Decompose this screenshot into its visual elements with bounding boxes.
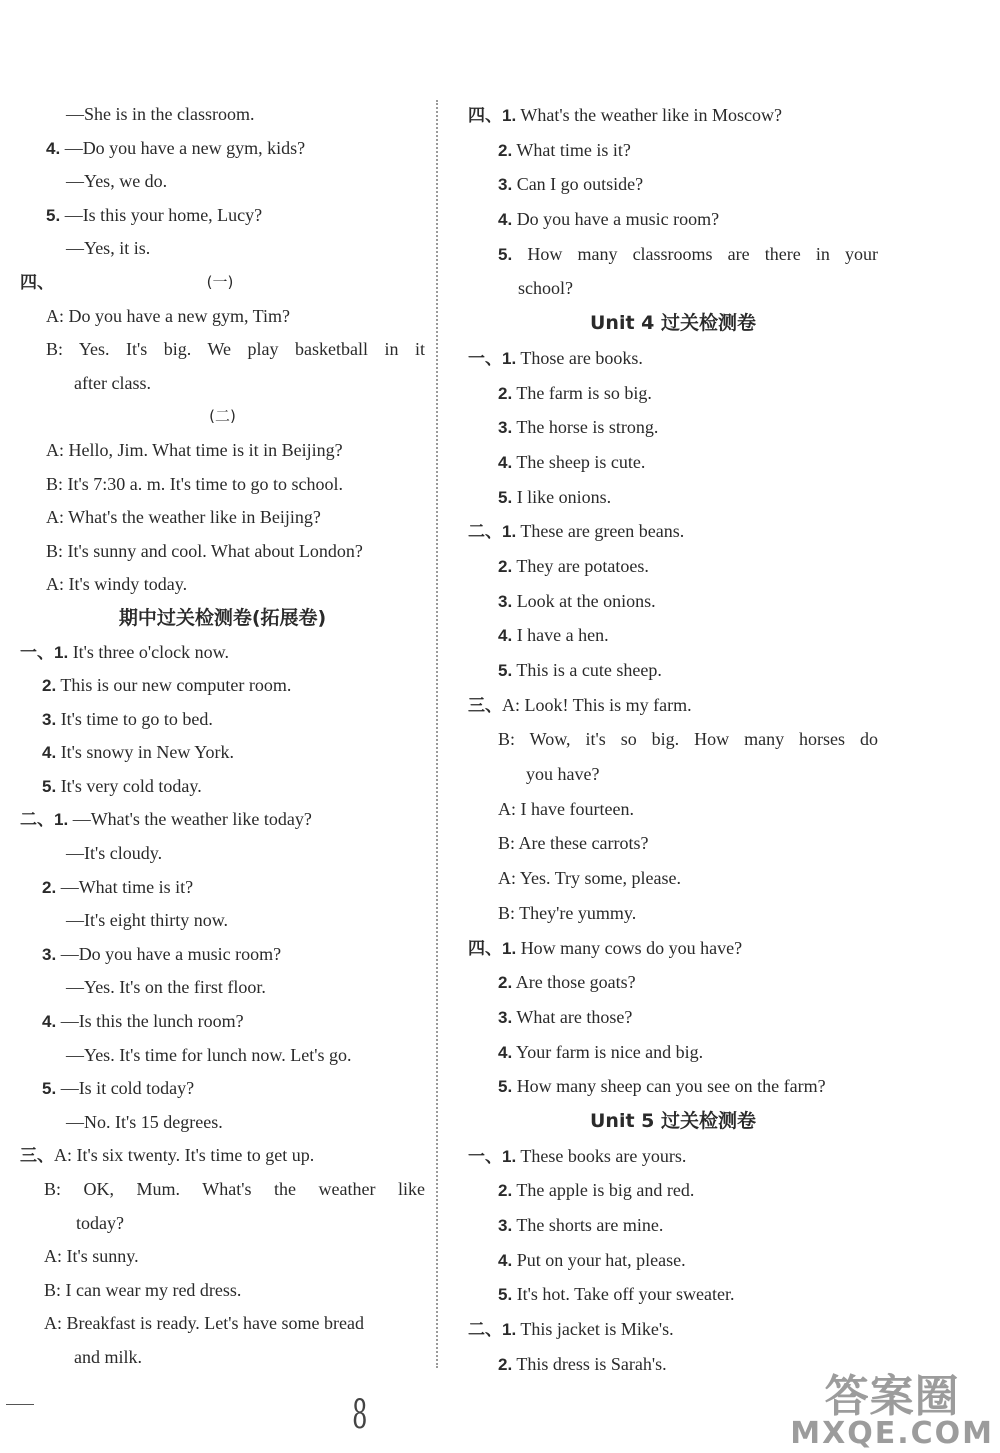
answer-line	[468, 549, 878, 584]
answer-text: —It's cloudy.	[66, 843, 163, 864]
answer-text: It's very cold today.	[60, 775, 202, 796]
watermark-logo	[790, 1371, 994, 1451]
section-line	[20, 266, 425, 300]
dialogue-text: you have?	[526, 764, 600, 785]
dialogue-text: and milk.	[74, 1346, 142, 1367]
answer-line	[468, 167, 878, 202]
answer-line	[468, 1173, 878, 1208]
answer-text: —It's eight thirty now.	[66, 910, 229, 931]
dialogue-text: A: Do you have a new gym, Tim?	[46, 305, 290, 326]
answer-text: This jacket is Mike's.	[520, 1319, 674, 1340]
section-marker: 四、	[468, 106, 502, 126]
answer-text: How many classrooms are there in your	[527, 243, 879, 264]
answer-text: Do you have a music room?	[516, 209, 720, 230]
section-marker: 一、	[468, 1146, 502, 1167]
item-number: 5.	[42, 1079, 57, 1099]
watermark-bottom-text: MXQE.COM	[790, 1416, 994, 1451]
answer-text: —Yes, we do.	[66, 171, 168, 192]
section-marker: 一、	[20, 642, 54, 663]
answer-line	[468, 584, 878, 619]
answer-text: It's hot. Take off your sweater.	[516, 1284, 735, 1305]
answer-line	[468, 514, 878, 549]
answer-line	[468, 653, 878, 688]
answer-text: Can I go outside?	[516, 174, 644, 195]
answer-text: Are those goats?	[515, 972, 636, 993]
answer-line	[468, 341, 878, 376]
answer-line	[468, 445, 878, 480]
answer-text: It's snowy in New York.	[60, 742, 234, 763]
answer-text: —Is this your home, Lucy?	[64, 204, 263, 225]
dialogue-line	[468, 792, 878, 827]
item-number: 2.	[498, 556, 513, 576]
answer-text: It's time to go to bed.	[60, 708, 213, 729]
dialogue-line	[468, 688, 878, 723]
answer-line	[468, 1000, 878, 1035]
dialogue-text: B: OK, Mum. What's the weather like	[44, 1179, 425, 1199]
item-number: 5.	[498, 1285, 513, 1305]
dialogue-text: A: It's sunny.	[44, 1246, 139, 1267]
item-number: 2.	[498, 140, 513, 160]
item-number: 1.	[502, 348, 517, 368]
item-number: 2.	[42, 676, 57, 696]
item-number: 4.	[46, 138, 61, 158]
dialogue-line	[468, 722, 878, 757]
answer-line	[468, 1035, 878, 1070]
answer-text: The sheep is cute.	[516, 451, 646, 472]
dialogue-line	[20, 1274, 425, 1308]
answer-line	[468, 237, 878, 272]
answer-text: —Is this the lunch room?	[60, 1011, 244, 1032]
subsection-label: (一)	[206, 272, 234, 291]
item-number: 5.	[42, 776, 57, 796]
answer-line	[468, 965, 878, 1000]
section-marker: 一、	[468, 348, 502, 369]
answer-line	[20, 165, 425, 199]
answer-line	[468, 1139, 878, 1174]
item-number: 5.	[498, 244, 513, 264]
item-number: 3.	[42, 944, 57, 964]
answer-text: —Yes. It's time for lunch now. Let's go.	[66, 1044, 352, 1065]
answer-line	[468, 931, 878, 966]
answer-text: school?	[518, 278, 573, 299]
dialogue-text: A: It's six twenty. It's time to get up.	[54, 1145, 315, 1166]
section-title: 期中过关检测卷(拓展卷)	[118, 606, 327, 629]
answer-line	[20, 938, 425, 972]
item-number: 5.	[498, 487, 513, 507]
section-title: Unit 4 过关检测卷	[590, 312, 756, 335]
answer-line	[20, 770, 425, 804]
dialogue-line	[20, 1240, 425, 1274]
answer-text: —Yes. It's on the first floor.	[66, 977, 266, 998]
answer-text: These are green beans.	[520, 521, 685, 542]
item-number: 4.	[498, 626, 513, 646]
item-number: 1.	[502, 522, 517, 542]
dialogue-text: A: I have fourteen.	[498, 798, 634, 819]
item-number: 1.	[502, 106, 517, 125]
answer-text: The farm is so big.	[516, 382, 652, 403]
answer-text: It's three o'clock now.	[72, 641, 229, 662]
item-number: 4.	[498, 210, 513, 230]
dialogue-line	[468, 757, 878, 792]
dialogue-line	[468, 896, 878, 931]
answer-text: Those are books.	[520, 347, 643, 368]
dialogue-line	[468, 861, 878, 896]
answer-line	[20, 736, 425, 770]
dialogue-line	[20, 1139, 425, 1173]
item-number: 4.	[498, 452, 513, 472]
item-number: 5.	[498, 661, 513, 680]
dialogue-text: A: Hello, Jim. What time is it in Beijing?	[46, 439, 343, 460]
item-number: 4.	[42, 743, 57, 763]
section-heading	[468, 306, 878, 341]
item-number: 3.	[498, 418, 513, 438]
answer-text: I have a hen.	[516, 625, 609, 646]
item-number: 3.	[498, 1007, 513, 1027]
item-number: 3.	[498, 175, 513, 195]
answer-text: What time is it?	[516, 139, 631, 160]
answer-text: What's the weather like in Moscow?	[520, 105, 783, 125]
item-number: 3.	[42, 709, 57, 729]
dialogue-text: A: It's windy today.	[46, 574, 188, 595]
section-marker: 三、	[20, 1146, 54, 1167]
dialogue-line	[20, 367, 425, 401]
item-number: 4.	[498, 1042, 513, 1062]
answer-line	[20, 132, 425, 166]
answer-line	[20, 1106, 425, 1140]
answer-line	[468, 410, 878, 445]
item-number: 3.	[498, 1216, 513, 1235]
dialogue-line	[20, 1207, 425, 1241]
dialogue-line	[20, 300, 425, 334]
answer-text: This is our new computer room.	[60, 675, 292, 696]
item-number: 2.	[42, 877, 57, 897]
dialogue-text: B: Yes. It's big. We play basketball in it	[46, 339, 425, 360]
answer-line	[20, 636, 425, 670]
answer-text: —She is in the classroom.	[66, 104, 255, 124]
answer-line	[20, 232, 425, 266]
answer-line	[468, 1243, 878, 1278]
dialogue-text: A: Breakfast is ready. Let's have some bread	[44, 1313, 364, 1334]
answer-text: The shorts are mine.	[516, 1215, 664, 1235]
item-number: 2.	[498, 973, 513, 993]
dialogue-line	[20, 434, 425, 468]
item-number: 2.	[498, 1181, 513, 1201]
answer-line	[20, 904, 425, 938]
dialogue-text: A: What's the weather like in Beijing?	[46, 507, 321, 528]
answer-text: —What's the weather like today?	[72, 809, 312, 830]
footer-rule	[6, 1404, 34, 1405]
dialogue-line	[20, 1341, 425, 1375]
answer-line	[468, 1277, 878, 1312]
answer-text: What are those?	[516, 1006, 633, 1027]
item-number: 2.	[498, 1354, 513, 1374]
answer-text: Your farm is nice and big.	[516, 1041, 704, 1062]
dialogue-text: A: Look! This is my farm.	[502, 694, 692, 715]
answer-text: The horse is strong.	[516, 417, 659, 438]
section-marker: 二、	[20, 810, 54, 831]
dialogue-line	[468, 826, 878, 861]
answer-text: This dress is Sarah's.	[516, 1353, 667, 1374]
answer-text: —Is it cold today?	[60, 1078, 195, 1099]
subsection-label: (二)	[209, 407, 236, 426]
answer-line	[468, 1312, 878, 1347]
answer-text: The apple is big and red.	[516, 1180, 695, 1201]
dialogue-text: B: They're yummy.	[498, 902, 637, 923]
answer-text: —What time is it?	[60, 876, 194, 897]
answer-line	[468, 1069, 878, 1104]
item-number: 2.	[498, 383, 513, 403]
item-number: 1.	[54, 642, 69, 662]
section-marker: 三、	[468, 695, 502, 716]
dialogue-line	[20, 568, 425, 602]
answer-line	[20, 1005, 425, 1039]
dialogue-text: B: It's sunny and cool. What about London?	[46, 540, 363, 561]
answer-line	[20, 98, 425, 132]
answer-text: They are potatoes.	[516, 555, 649, 576]
item-number: 5.	[498, 1077, 513, 1097]
section-marker: 二、	[468, 522, 502, 543]
answer-line	[468, 98, 878, 133]
answer-text: Look at the onions.	[516, 590, 656, 611]
section-title: Unit 5 过关检测卷	[590, 1109, 756, 1132]
answer-text: How many sheep can you see on the farm?	[516, 1076, 826, 1097]
page-number: 8	[352, 1392, 368, 1438]
dialogue-text: after class.	[74, 372, 151, 393]
dialogue-line	[20, 501, 425, 535]
answer-line	[20, 669, 425, 703]
answer-line	[468, 133, 878, 168]
answer-text: Put on your hat, please.	[516, 1249, 686, 1270]
right-column	[468, 98, 878, 1381]
subsection-line	[20, 400, 425, 434]
dialogue-line	[20, 1173, 425, 1207]
answer-line	[20, 1039, 425, 1073]
dialogue-text: A: Yes. Try some, please.	[498, 868, 682, 889]
item-number: 1.	[502, 1146, 517, 1166]
answer-line	[20, 871, 425, 905]
answer-text: —Do you have a music room?	[60, 943, 282, 964]
section-marker: 二、	[468, 1320, 502, 1341]
dialogue-text: B: I can wear my red dress.	[44, 1279, 242, 1300]
column-divider	[436, 100, 438, 1368]
answer-line	[468, 480, 878, 515]
answer-line	[20, 971, 425, 1005]
answer-line	[468, 1208, 878, 1243]
answer-text: This is a cute sheep.	[516, 660, 662, 680]
item-number: 4.	[498, 1250, 513, 1270]
answer-text: —No. It's 15 degrees.	[66, 1111, 223, 1132]
left-column	[20, 98, 425, 1375]
section-heading	[468, 1104, 878, 1139]
dialogue-line	[20, 535, 425, 569]
dialogue-line	[20, 468, 425, 502]
answer-line	[20, 837, 425, 871]
dialogue-text: B: Wow, it's so big. How many horses do	[498, 729, 878, 750]
dialogue-line	[20, 333, 425, 367]
answer-line	[468, 271, 878, 306]
item-number: 1.	[54, 810, 69, 830]
answer-line	[468, 376, 878, 411]
answer-line	[20, 1072, 425, 1106]
section-marker: 四、	[468, 938, 502, 959]
answer-line	[20, 803, 425, 837]
answer-line	[468, 618, 878, 653]
dialogue-text: today?	[76, 1212, 124, 1233]
dialogue-text: B: Are these carrots?	[498, 833, 649, 854]
answer-line	[20, 703, 425, 737]
item-number: 3.	[498, 591, 513, 611]
answer-text: —Do you have a new gym, kids?	[64, 137, 306, 158]
section-marker: 四、	[20, 272, 54, 293]
item-number: 1.	[502, 1320, 517, 1340]
item-number: 4.	[42, 1012, 57, 1032]
answer-text: —Yes, it is.	[66, 238, 151, 259]
answer-line	[20, 199, 425, 233]
watermark-top-text: 答案圈	[824, 1371, 960, 1422]
section-heading	[20, 602, 425, 636]
item-number: 1.	[502, 938, 517, 958]
answer-text: How many cows do you have?	[520, 937, 743, 958]
answer-line	[468, 202, 878, 237]
answer-text: I like onions.	[516, 486, 612, 507]
item-number: 5.	[46, 205, 61, 225]
dialogue-line	[20, 1307, 425, 1341]
answer-text: These books are yours.	[520, 1145, 687, 1166]
dialogue-text: B: It's 7:30 a. m. It's time to go to school.	[46, 473, 343, 494]
